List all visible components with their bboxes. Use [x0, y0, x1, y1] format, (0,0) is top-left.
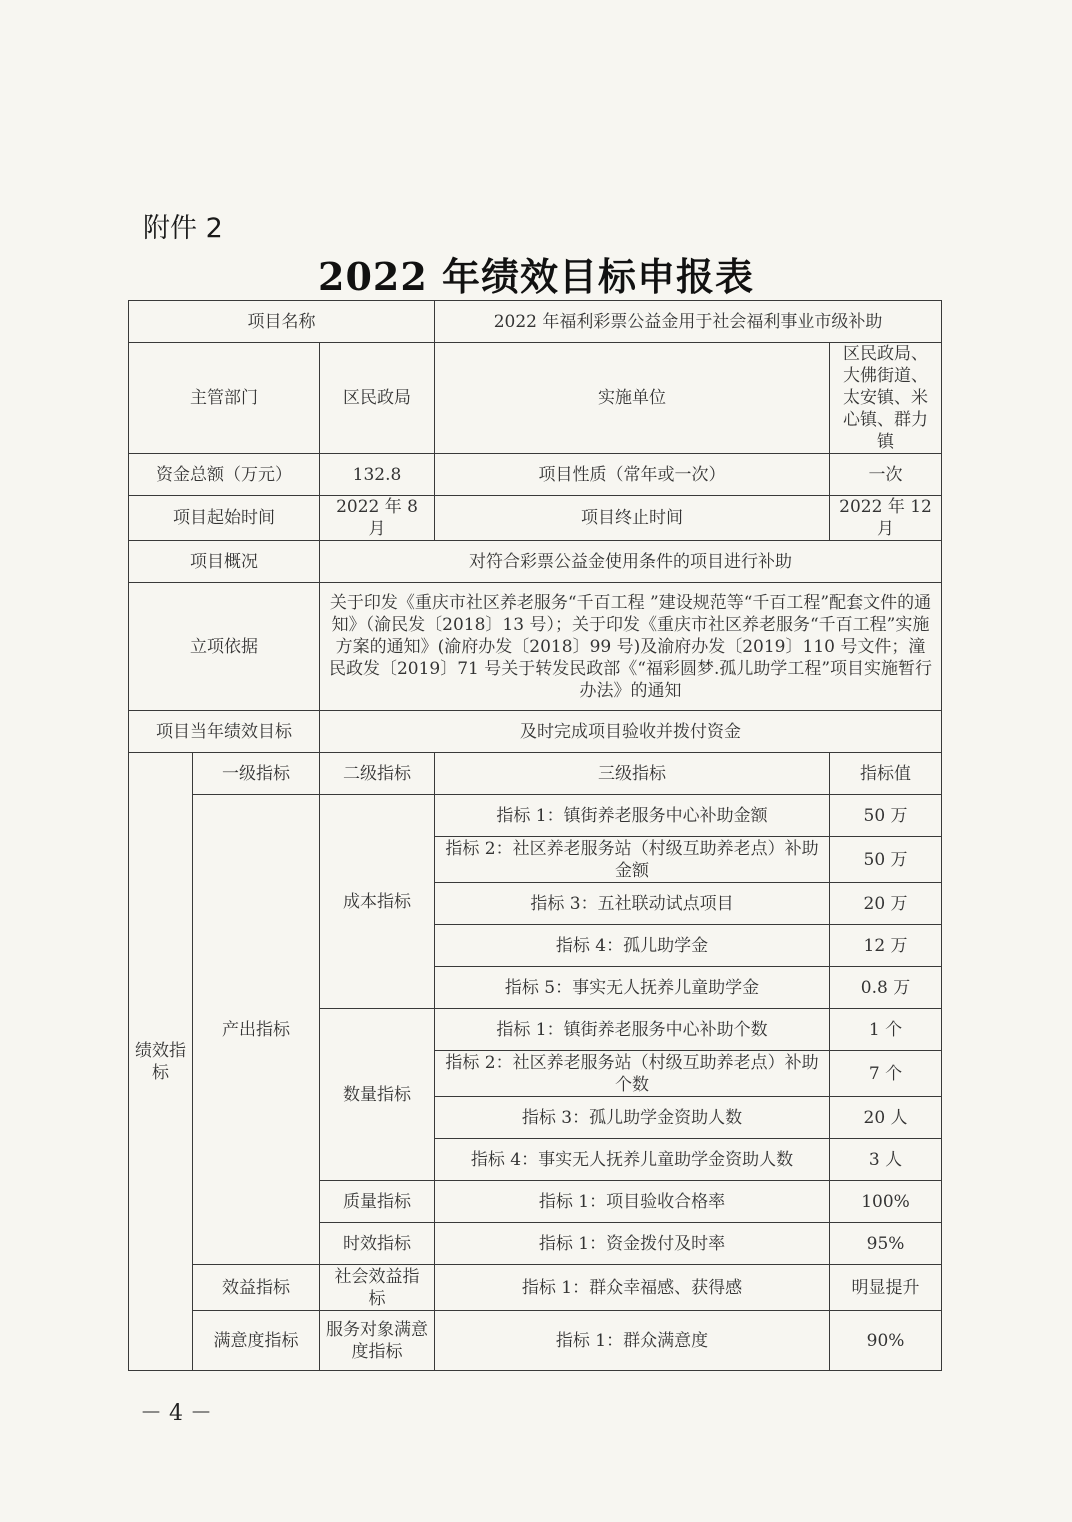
- goal-value: 及时完成项目验收并拨付资金: [320, 711, 942, 753]
- start-label: 项目起始时间: [129, 496, 320, 541]
- dept-label: 主管部门: [129, 343, 320, 454]
- indicator-value: 20 万: [830, 883, 942, 925]
- project-name-label: 项目名称: [129, 301, 435, 343]
- indicator-name: 指标 1：镇街养老服务中心补助金额: [435, 795, 830, 837]
- overview-value: 对符合彩票公益金使用条件的项目进行补助: [320, 541, 942, 583]
- indicator-name: 指标 2：社区养老服务站（村级互助养老点）补助金额: [435, 837, 830, 883]
- start-value: 2022 年 8 月: [320, 496, 435, 541]
- table-row: [129, 1265, 942, 1311]
- output-indicator-label: 产出指标: [193, 795, 320, 1265]
- indicator-header-row: [129, 753, 942, 795]
- social-benefit-indicator-label: 社会效益指标: [320, 1265, 435, 1311]
- fund-value: 132.8: [320, 454, 435, 496]
- table-row: [129, 795, 942, 837]
- indicator-name: 指标 1：项目验收合格率: [435, 1181, 830, 1223]
- basis-label: 立项依据: [129, 583, 320, 711]
- period-row: [129, 496, 942, 541]
- project-name-row: [129, 301, 942, 343]
- project-name-value: 2022 年福利彩票公益金用于社会福利事业市级补助: [435, 301, 942, 343]
- benefit-indicator-label: 效益指标: [193, 1265, 320, 1311]
- basis-row: [129, 583, 942, 711]
- end-label: 项目终止时间: [435, 496, 830, 541]
- header-value: 指标值: [830, 753, 942, 795]
- department-row: [129, 343, 942, 454]
- indicator-name: 指标 3：孤儿助学金资助人数: [435, 1097, 830, 1139]
- header-level1: 一级指标: [193, 753, 320, 795]
- impl-label: 实施单位: [435, 343, 830, 454]
- attachment-label: 附件 2: [143, 213, 223, 244]
- indicator-name: 指标 4：孤儿助学金: [435, 925, 830, 967]
- fund-label: 资金总额（万元）: [129, 454, 320, 496]
- indicator-value: 95%: [830, 1223, 942, 1265]
- indicator-value: 50 万: [830, 837, 942, 883]
- nature-value: 一次: [830, 454, 942, 496]
- overview-label: 项目概况: [129, 541, 320, 583]
- indicator-value: 12 万: [830, 925, 942, 967]
- impl-value: 区民政局、大佛街道、太安镇、米心镇、群力镇: [830, 343, 942, 454]
- indicator-value: 3 人: [830, 1139, 942, 1181]
- indicator-value: 50 万: [830, 795, 942, 837]
- indicator-section-label: 绩效指标: [129, 753, 193, 1371]
- timeliness-indicator-label: 时效指标: [320, 1223, 435, 1265]
- indicator-name: 指标 2：社区养老服务站（村级互助养老点）补助个数: [435, 1051, 830, 1097]
- indicator-name: 指标 1：镇街养老服务中心补助个数: [435, 1009, 830, 1051]
- indicator-name: 指标 3：五社联动试点项目: [435, 883, 830, 925]
- indicator-value: 1 个: [830, 1009, 942, 1051]
- indicator-name: 指标 1：群众幸福感、获得感: [435, 1265, 830, 1311]
- header-level2: 二级指标: [320, 753, 435, 795]
- indicator-value: 7 个: [830, 1051, 942, 1097]
- page-number: － 4 －: [140, 1401, 212, 1426]
- overview-row: [129, 541, 942, 583]
- indicator-value: 明显提升: [830, 1265, 942, 1311]
- quantity-indicator-label: 数量指标: [320, 1009, 435, 1181]
- document-title: 2022 年绩效目标申报表: [318, 254, 754, 299]
- indicator-value: 0.8 万: [830, 967, 942, 1009]
- nature-label: 项目性质（常年或一次）: [435, 454, 830, 496]
- indicator-name: 指标 1：资金拨付及时率: [435, 1223, 830, 1265]
- goal-row: [129, 711, 942, 753]
- header-level3: 三级指标: [435, 753, 830, 795]
- indicator-name: 指标 5：事实无人抚养儿童助学金: [435, 967, 830, 1009]
- fund-row: [129, 454, 942, 496]
- satisfaction-indicator-label: 满意度指标: [193, 1311, 320, 1371]
- indicator-value: 90%: [830, 1311, 942, 1371]
- dept-value: 区民政局: [320, 343, 435, 454]
- end-value: 2022 年 12 月: [830, 496, 942, 541]
- cost-indicator-label: 成本指标: [320, 795, 435, 1009]
- indicator-name: 指标 4：事实无人抚养儿童助学金资助人数: [435, 1139, 830, 1181]
- goal-label: 项目当年绩效目标: [129, 711, 320, 753]
- indicator-value: 20 人: [830, 1097, 942, 1139]
- indicator-value: 100%: [830, 1181, 942, 1223]
- service-satisfaction-indicator-label: 服务对象满意度指标: [320, 1311, 435, 1371]
- quality-indicator-label: 质量指标: [320, 1181, 435, 1223]
- table-row: [129, 1311, 942, 1371]
- basis-value: 关于印发《重庆市社区养老服务“千百工程 ”建设规范等“千百工程”配套文件的通知》（渝民发〔2018〕13 号）；关于印发《重庆市社区养老服务“千百工程”实施方案的通知》(渝府办发〔2018〕99 号)及渝府办发〔2019〕110 号文件；潼民政发〔2019〕71 号关于转发民政部《“福彩圆梦.孤儿助学工程”项目实施暂行办法》的通知: [320, 583, 942, 711]
- indicator-name: 指标 1：群众满意度: [435, 1311, 830, 1371]
- performance-target-table: [128, 300, 942, 1371]
